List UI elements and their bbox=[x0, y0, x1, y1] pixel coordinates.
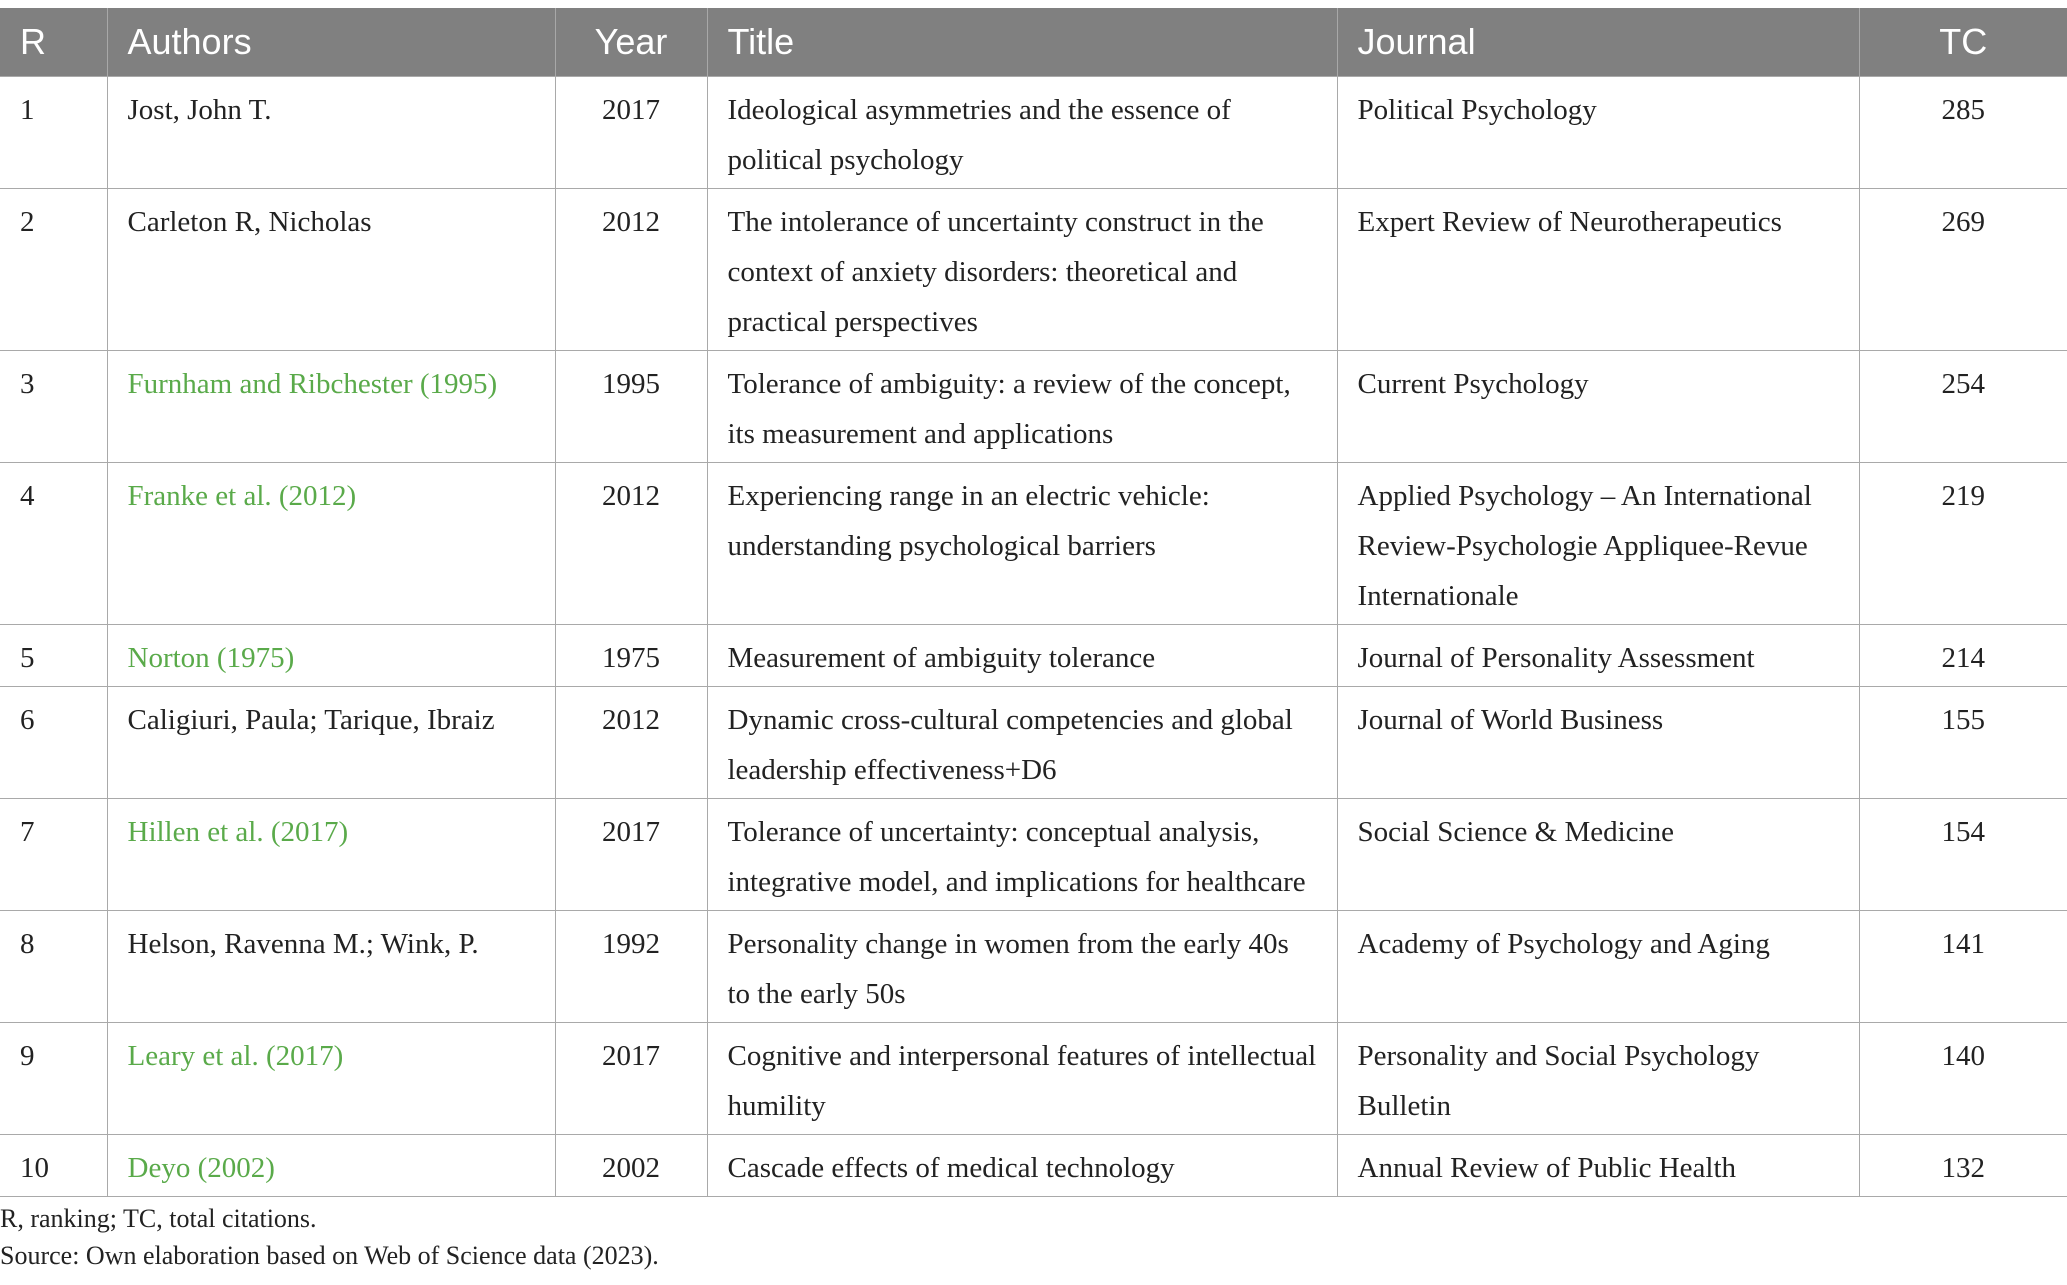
header-rank: R bbox=[0, 8, 107, 77]
journal-cell: Political Psychology bbox=[1337, 77, 1859, 189]
year-cell: 2002 bbox=[555, 1135, 707, 1197]
journal-cell: Personality and Social Psychology Bulletin bbox=[1337, 1023, 1859, 1135]
tc-cell: 214 bbox=[1859, 625, 2067, 687]
authors-cell: Carleton R, Nicholas bbox=[107, 189, 555, 351]
rank-cell: 1 bbox=[0, 77, 107, 189]
rank-cell: 2 bbox=[0, 189, 107, 351]
table-header bbox=[0, 8, 2067, 77]
authors-cell[interactable]: Franke et al. (2012) bbox=[107, 463, 555, 625]
title-cell: Tolerance of ambiguity: a review of the concept, its measurement and applications bbox=[707, 351, 1337, 463]
authors-cell: Helson, Ravenna M.; Wink, P. bbox=[107, 911, 555, 1023]
year-cell: 1975 bbox=[555, 625, 707, 687]
rank-cell: 5 bbox=[0, 625, 107, 687]
journal-cell: Social Science & Medicine bbox=[1337, 799, 1859, 911]
rank-cell: 8 bbox=[0, 911, 107, 1023]
tc-cell: 132 bbox=[1859, 1135, 2067, 1197]
tc-cell: 219 bbox=[1859, 463, 2067, 625]
year-cell: 2012 bbox=[555, 189, 707, 351]
year-cell: 1992 bbox=[555, 911, 707, 1023]
title-cell: The intolerance of uncertainty construct in the context of anxiety disorders: theoretical and practical perspectives bbox=[707, 189, 1337, 351]
authors-cell[interactable]: Furnham and Ribchester (1995) bbox=[107, 351, 555, 463]
header-tc: TC bbox=[1859, 8, 2067, 77]
title-cell: Personality change in women from the early 40s to the early 50s bbox=[707, 911, 1337, 1023]
table-row bbox=[0, 463, 2067, 625]
tc-cell: 285 bbox=[1859, 77, 2067, 189]
title-cell: Experiencing range in an electric vehicle: understanding psychological barriers bbox=[707, 463, 1337, 625]
header-title: Title bbox=[707, 8, 1337, 77]
authors-cell[interactable]: Norton (1975) bbox=[107, 625, 555, 687]
rank-cell: 9 bbox=[0, 1023, 107, 1135]
authors-cell[interactable]: Hillen et al. (2017) bbox=[107, 799, 555, 911]
authors-cell: Jost, John T. bbox=[107, 77, 555, 189]
table-row bbox=[0, 625, 2067, 687]
header-year: Year bbox=[555, 8, 707, 77]
top-cited-table bbox=[0, 8, 2067, 1197]
authors-cell[interactable]: Leary et al. (2017) bbox=[107, 1023, 555, 1135]
rank-cell: 3 bbox=[0, 351, 107, 463]
table-row bbox=[0, 687, 2067, 799]
title-cell: Cognitive and interpersonal features of intellectual humility bbox=[707, 1023, 1337, 1135]
title-cell: Measurement of ambiguity tolerance bbox=[707, 625, 1337, 687]
table-row bbox=[0, 799, 2067, 911]
journal-cell: Current Psychology bbox=[1337, 351, 1859, 463]
tc-cell: 254 bbox=[1859, 351, 2067, 463]
tc-cell: 155 bbox=[1859, 687, 2067, 799]
table-body bbox=[0, 77, 2067, 1197]
rank-cell: 7 bbox=[0, 799, 107, 911]
authors-cell: Caligiuri, Paula; Tarique, Ibraiz bbox=[107, 687, 555, 799]
authors-cell[interactable]: Deyo (2002) bbox=[107, 1135, 555, 1197]
rank-cell: 6 bbox=[0, 687, 107, 799]
title-cell: Dynamic cross-cultural competencies and global leadership effectiveness+D6 bbox=[707, 687, 1337, 799]
year-cell: 2017 bbox=[555, 799, 707, 911]
rank-cell: 10 bbox=[0, 1135, 107, 1197]
journal-cell: Expert Review of Neurotherapeutics bbox=[1337, 189, 1859, 351]
table-row bbox=[0, 189, 2067, 351]
journal-cell: Journal of World Business bbox=[1337, 687, 1859, 799]
table-footnotes bbox=[0, 1200, 659, 1274]
table-row bbox=[0, 911, 2067, 1023]
title-cell: Ideological asymmetries and the essence of political psychology bbox=[707, 77, 1337, 189]
journal-cell: Academy of Psychology and Aging bbox=[1337, 911, 1859, 1023]
year-cell: 2017 bbox=[555, 77, 707, 189]
year-cell: 1995 bbox=[555, 351, 707, 463]
title-cell: Tolerance of uncertainty: conceptual analysis, integrative model, and implications for healthcare bbox=[707, 799, 1337, 911]
year-cell: 2017 bbox=[555, 1023, 707, 1135]
abbreviations-note: R, ranking; TC, total citations. bbox=[0, 1204, 317, 1233]
rank-cell: 4 bbox=[0, 463, 107, 625]
year-cell: 2012 bbox=[555, 463, 707, 625]
year-cell: 2012 bbox=[555, 687, 707, 799]
tc-cell: 269 bbox=[1859, 189, 2067, 351]
journal-cell: Applied Psychology – An International Review-Psychologie Appliquee-Revue Internationale bbox=[1337, 463, 1859, 625]
header-authors: Authors bbox=[107, 8, 555, 77]
table-row bbox=[0, 1023, 2067, 1135]
title-cell: Cascade effects of medical technology bbox=[707, 1135, 1337, 1197]
header-journal: Journal bbox=[1337, 8, 1859, 77]
header-row bbox=[0, 8, 2067, 77]
journal-cell: Journal of Personality Assessment bbox=[1337, 625, 1859, 687]
journal-cell: Annual Review of Public Health bbox=[1337, 1135, 1859, 1197]
table-row bbox=[0, 1135, 2067, 1197]
tc-cell: 140 bbox=[1859, 1023, 2067, 1135]
table-row bbox=[0, 77, 2067, 189]
tc-cell: 141 bbox=[1859, 911, 2067, 1023]
source-note: Source: Own elaboration based on Web of Science data (2023). bbox=[0, 1241, 659, 1270]
table-row bbox=[0, 351, 2067, 463]
citation-table-wrapper bbox=[0, 8, 2067, 1197]
tc-cell: 154 bbox=[1859, 799, 2067, 911]
